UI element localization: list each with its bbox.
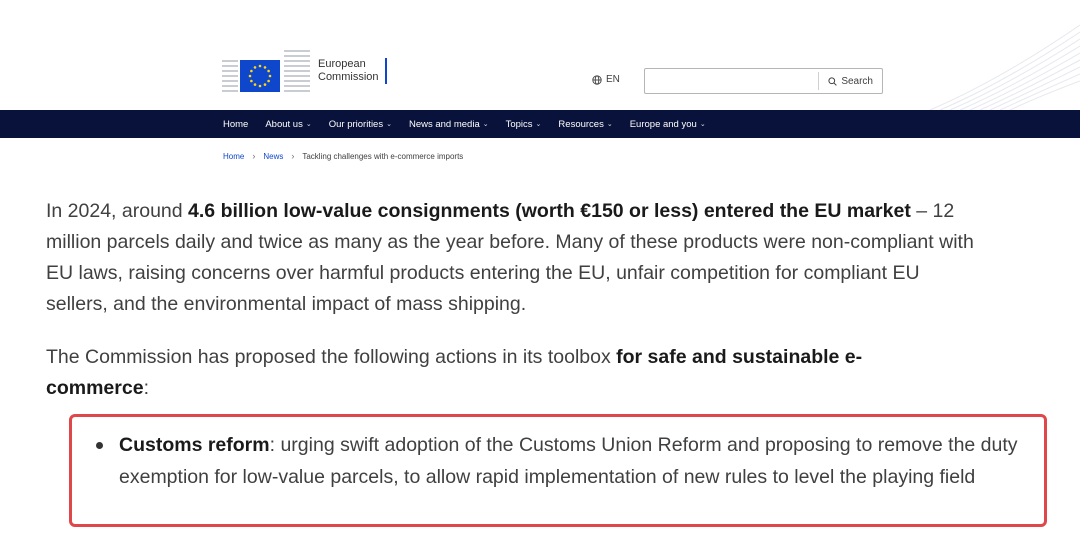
chevron-down-icon: ⌄ [699,121,706,128]
chevron-down-icon: ⌄ [606,121,613,128]
search-button[interactable] [818,72,882,90]
nav-item-topics[interactable] [506,119,542,130]
intro-bold-text: 4.6 billion low-value consignments (worth €150 or less) entered the EU market [188,200,911,222]
paragraph-intro [46,196,981,320]
chevron-down-icon: ⌄ [535,121,542,128]
logo-text [318,58,387,84]
ec-emblem-icon [222,46,312,96]
bullet-icon [96,442,103,449]
nav-item-europe-and-you[interactable] [630,119,706,130]
chevron-down-icon: ⌄ [482,121,489,128]
nav-item-label: Home [223,118,249,130]
bullet-body-text: : urging swift adoption of the Customs Union Reform and proposing to remove the duty exemption for low-value parcels, to allow rapid implementation of new rules to level the playing field [119,434,1018,488]
proposal-text-end: : [143,377,149,399]
breadcrumb-home[interactable]: Home [223,151,245,161]
chevron-down-icon: ⌄ [386,121,392,128]
article-body [46,196,996,404]
logo-text-line1: European [318,58,366,70]
nav-item-label: Resources [558,118,604,130]
list-item-customs-reform [96,429,1041,493]
chevron-down-icon: ⌄ [305,121,312,128]
nav-item-our-priorities[interactable] [329,119,392,130]
language-label: EN [606,74,620,85]
nav-item-label: Topics [505,118,533,130]
nav-item-home[interactable] [223,119,248,130]
nav-item-label: News and media [408,118,480,130]
site-header [0,0,1080,110]
nav-item-label: Our priorities [328,118,384,130]
bullet-text [119,429,1041,493]
globe-icon [592,75,602,85]
search-input[interactable] [645,69,818,93]
main-navigation [0,110,1080,138]
breadcrumb [223,151,463,161]
search-button-label: Search [841,75,873,87]
nav-item-news-and-media[interactable] [409,119,489,130]
search-box [644,68,883,94]
language-selector[interactable] [592,74,620,85]
bullet-bold-text: Customs reform [119,434,270,456]
breadcrumb-current: Tackling challenges with e-commerce imports [302,151,464,161]
intro-text-start: In 2024, around [46,200,189,222]
intro-text-end: – 12 million parcels daily and twice as many as the year before. Many of these products were non-compliant with EU laws, raising concerns over harmful products entering the EU, unfair competition for compliant EU sellers, and the environmental impact of mass shipping. [46,200,974,315]
decorative-lines [910,20,1080,110]
logo-text-line2: Commission [318,71,379,83]
paragraph-proposal [46,342,946,404]
nav-item-label: About us [265,118,303,130]
proposal-text-start: The Commission has proposed the following actions in its toolbox [46,346,617,368]
nav-item-resources[interactable] [558,119,612,130]
search-icon [828,77,837,86]
chevron-right-icon: › [252,151,256,161]
chevron-right-icon: › [291,151,295,161]
nav-item-about-us[interactable] [265,119,311,130]
nav-item-label: Europe and you [629,118,697,130]
breadcrumb-news[interactable]: News [263,151,284,161]
proposal-bold-text: for safe and sustainable e-commerce [46,346,863,399]
ec-logo[interactable] [222,46,387,96]
